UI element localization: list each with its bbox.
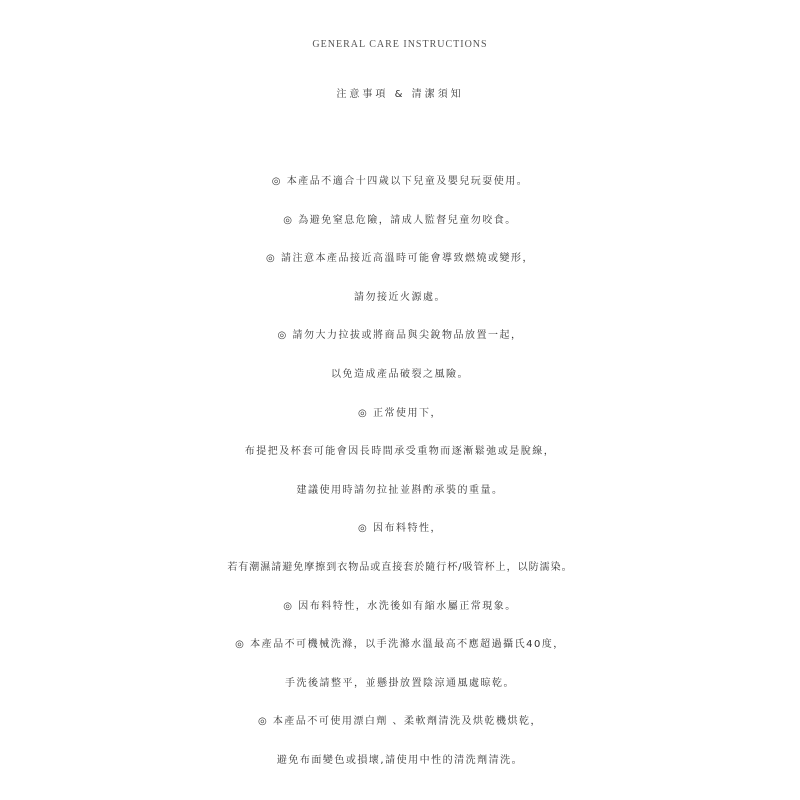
instruction-line: ◎ 本產品不適合十四歲以下兒童及嬰兒玩耍使用。 bbox=[271, 176, 529, 187]
instruction-line: 避免布面變色或損壞,請使用中性的清洗劑清洗。 bbox=[276, 754, 524, 766]
instruction-line: ◎ 因布料特性，水洗後如有縮水屬正常現象。 bbox=[283, 600, 517, 612]
instruction-line: ◎ 因布料特性， bbox=[358, 523, 442, 535]
instruction-list bbox=[0, 163, 800, 781]
instruction-line: 請勿接近火源處。 bbox=[354, 291, 446, 303]
instruction-line: ◎ 為避免窒息危險，請成人監督兒童勿咬食。 bbox=[283, 214, 517, 226]
instruction-line: ◎ 本產品不可使用漂白劑 、柔軟劑清洗及烘乾機烘乾， bbox=[257, 716, 543, 728]
instruction-line: ◎ 請勿大力拉拔或將商品與尖銳物品放置一起， bbox=[277, 330, 523, 342]
instruction-line: ◎ 請注意本產品接近高溫時可能會導致燃燒或變形， bbox=[266, 253, 534, 265]
instruction-line: 建議使用時請勿拉扯並斟酌承裝的重量。 bbox=[296, 484, 504, 496]
title-chinese: 注意事項 & 清潔須知 bbox=[336, 89, 464, 100]
instruction-line: ◎ 正常使用下， bbox=[358, 407, 442, 419]
title-english: GENERAL CARE INSTRUCTIONS bbox=[312, 39, 488, 50]
instruction-line: 以免造成產品破裂之風險。 bbox=[331, 368, 469, 380]
instruction-line: 手洗後請整平，並懸掛放置陰涼通風處晾乾。 bbox=[285, 677, 515, 689]
instruction-line: ◎ 本產品不可機械洗滌，以手洗滌水溫最高不應超過攝氏40度， bbox=[235, 639, 565, 651]
instruction-line: 若有潮濕請避免摩擦到衣物品或直接套於隨行杯/吸管杯上，以防濡染。 bbox=[227, 561, 573, 573]
instruction-line: 布提把及杯套可能會因長時間承受重物而逐漸鬆弛或是脫線， bbox=[244, 446, 556, 458]
